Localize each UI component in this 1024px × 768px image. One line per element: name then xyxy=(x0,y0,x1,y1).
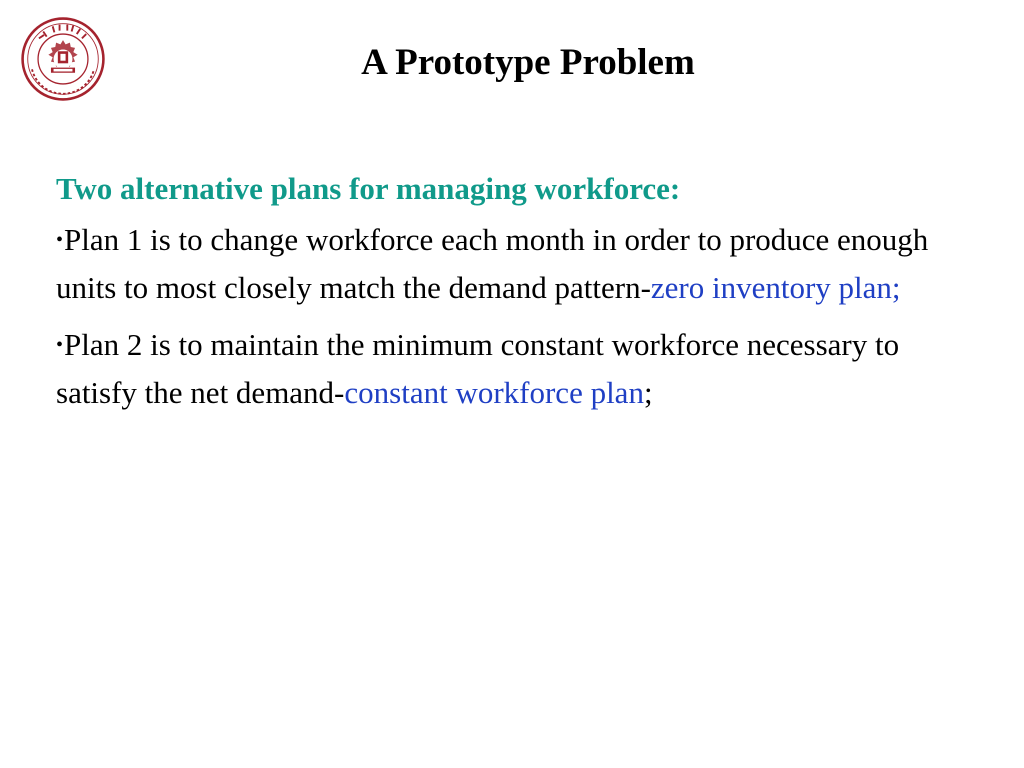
slide-body xyxy=(56,165,976,417)
bullet-icon: • xyxy=(56,334,64,356)
bullet-highlight: zero inventory plan; xyxy=(650,270,901,305)
bullet-text: Plan 1 is to change workforce each month in order to produce enough units to most closely match the demand pattern- xyxy=(56,222,929,305)
bullet-text: Plan 2 is to maintain the minimum constant workforce necessary to satisfy the net demand- xyxy=(56,327,900,410)
slide-title: A Prototype Problem xyxy=(361,42,695,83)
bullet-item-plan-1 xyxy=(56,216,976,312)
section-heading: Two alternative plans for managing workforce: xyxy=(56,171,681,206)
bullet-item-plan-2 xyxy=(56,321,976,417)
bullet-highlight: constant workforce plan xyxy=(344,375,644,410)
bullet-tail: ; xyxy=(643,375,653,410)
bullet-icon: • xyxy=(56,229,64,251)
